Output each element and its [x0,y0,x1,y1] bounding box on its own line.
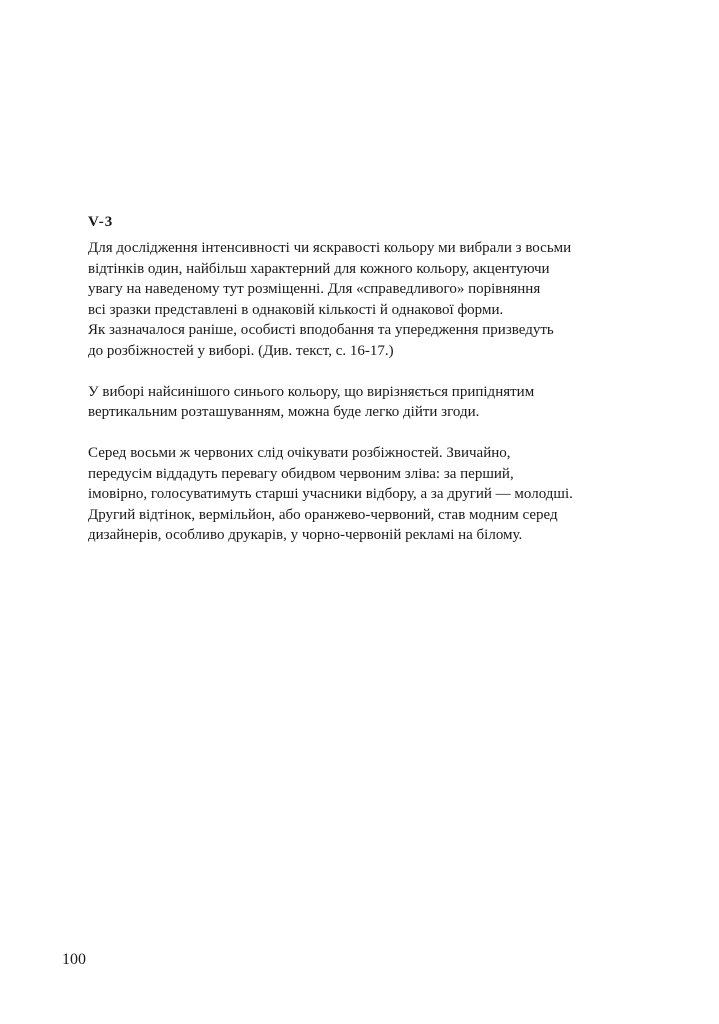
text-line: вертикальним розташуванням, можна буде легко дійти згоди. [88,404,480,420]
text-line: до розбіжностей у виборі. (Див. текст, с. 16-17.) [88,342,394,359]
text-line: Як зазначалося раніше, особисті вподобання та упередження призведуть [88,322,554,338]
body-text [88,238,668,566]
text-line: дизайнерів, особливо друкарів, у чорно-червоній рекламі на білому. [88,527,523,543]
section-label: V-3 [88,214,114,230]
text-line: передусім віддадуть перевагу обидвом червоним зліва: за перший, [88,465,514,482]
text-line: відтінків один, найбільш характерний для кожного кольору, акцентуючи [88,260,550,277]
paragraph-intro [88,238,668,361]
page-number: 100 [62,951,86,968]
text-line: У виборі найсинішого синього кольору, що вирізняється припіднятим [88,383,535,400]
text-line: всі зразки представлені в однаковій кількості й однакової форми. [88,301,504,318]
paragraph-red [88,443,668,546]
text-line: Серед восьми ж червоних слід очікувати розбіжностей. Звичайно, [88,445,511,461]
text-line: увагу на наведеному тут розміщенні. Для «справедливого» порівняння [88,281,541,297]
text-line: Для дослідження інтенсивності чи яскравості кольору ми вибрали з восьми [88,240,572,256]
text-line: імовірно, голосуватимуть старші учасники відбору, а за другий — молодші. [88,486,573,502]
text-line: Другий відтінок, вермільйон, або оранжево-червоний, став модним серед [88,506,558,523]
paragraph-blue [88,382,668,423]
